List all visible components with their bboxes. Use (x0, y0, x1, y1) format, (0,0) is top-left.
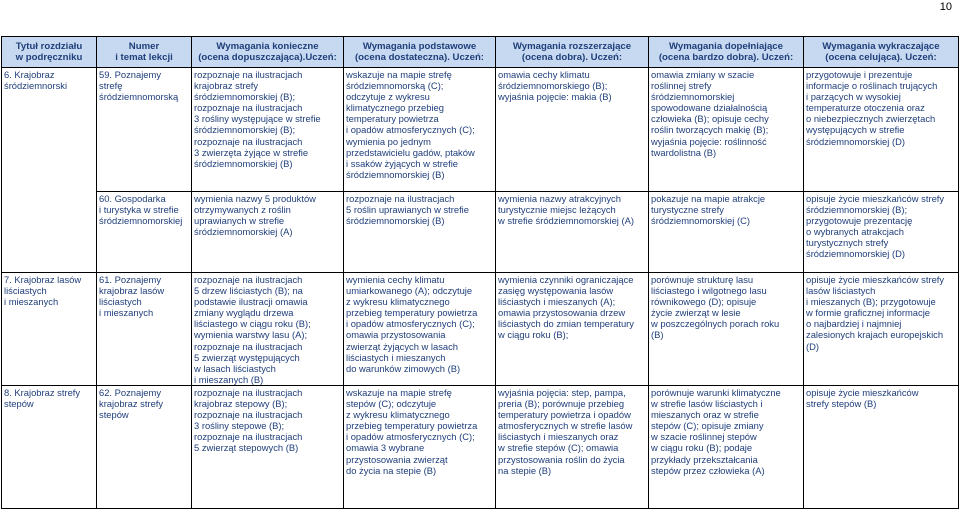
requirement-cell: wymienia czynniki ograniczające zasięg występowania lasów liściastych i mieszanych (A); omawia przystosowania drzew liściastych do zmian temperatury w ciągu roku (B); (496, 273, 649, 386)
lesson-cell: 59. Poznajemy strefę śródziemnomorską (97, 68, 192, 192)
requirement-cell: opisuje życie mieszkańców strefy śródziemnomorskiej (B); przygotowuje prezentację o wybranych atrakcjach turystycznych strefy śródziemnomorskiej (D) (804, 192, 959, 273)
chapter-cell (2, 192, 97, 273)
header-exceeding: Wymagania wykraczające (ocena celująca). Uczeń: (804, 37, 959, 68)
requirements-table (1, 36, 959, 509)
requirement-cell: przygotowuje i prezentuje informacje o roślinach trujących i parzących w wysokiej temperaturze otoczenia oraz o niebezpiecznych zwierzętach występujących w strefie śródziemnomorskiej (D) (804, 68, 959, 192)
lesson-cell: 62. Poznajemy krajobraz strefy stepów (97, 386, 192, 509)
requirement-cell: opisuje życie mieszkańców strefy stepów (B) (804, 386, 959, 509)
requirement-cell: opisuje życie mieszkańców strefy lasów liściastych i mieszanych (B); przygotowuje w formie graficznej informacje o najbardziej i najmniej zalesionych krajach europejskich (D) (804, 273, 959, 386)
table-row (2, 68, 959, 192)
header-row (2, 37, 959, 68)
chapter-cell: 8. Krajobraz strefy stepów (2, 386, 97, 509)
table-row (2, 386, 959, 509)
requirement-cell: porównuje warunki klimatyczne w strefie lasów liściastych i mieszanych oraz w strefie stepów (C); opisuje zmiany w szacie roślinnej stepów w ciągu roku (B); podaje przykłady przekształcania stepów przez człowieka (A) (649, 386, 804, 509)
requirement-cell: omawia cechy klimatu śródziemnomorskiego (B); wyjaśnia pojęcie: makia (B) (496, 68, 649, 192)
requirement-cell: wyjaśnia pojęcia: step, pampa, preria (B); porównuje przebieg temperatury powietrza i opadów atmosferycznych w strefie lasów liściastych i mieszanych oraz w strefie stepów (C); omawia przystosowania roślin do życia na stepie (B) (496, 386, 649, 509)
chapter-cell: 6. Krajobraz śródziemnorski (2, 68, 97, 192)
chapter-cell: 7. Krajobraz lasów liściastych i mieszanych (2, 273, 97, 386)
requirement-cell: wskazuje na mapie strefę stepów (C); odczytuje z wykresu klimatycznego przebieg temperatury powietrza i opadów atmosferycznych (C); omawia 3 wybrane przystosowania zwierząt do życia na stepie (B) (344, 386, 496, 509)
requirement-cell: wymienia nazwy atrakcyjnych turystycznie miejsc leżących w strefie śródziemnomorskiej (A) (496, 192, 649, 273)
requirement-cell: pokazuje na mapie atrakcje turystyczne strefy śródziemnomorskiej (C) (649, 192, 804, 273)
requirement-cell: wskazuje na mapie strefę śródziemnomorską (C); odczytuje z wykresu klimatycznego przebieg temperatury powietrza i opadów atmosferycznych (C); wymienia po jednym przedstawicielu gadów, ptaków i ssaków żyjących w strefie śródziemnomorskiej (B) (344, 68, 496, 192)
requirement-cell: wymienia cechy klimatu umiarkowanego (A); odczytuje z wykresu klimatycznego przebieg temperatury powietrza i opadów atmosferycznych (C); omawia przystosowania zwierząt żyjących w lasach liściastych i mieszanych do warunków zimowych (B) (344, 273, 496, 386)
table-row (2, 273, 959, 386)
header-required: Wymagania konieczne (ocena dopuszczająca).Uczeń: (192, 37, 344, 68)
header-basic: Wymagania podstawowe (ocena dostateczna). Uczeń: (344, 37, 496, 68)
requirement-cell: rozpoznaje na ilustracjach krajobraz strefy śródziemnomorskiej (B); rozpoznaje na ilustracjach 3 rośliny występujące w strefie śródziemnomorskiej (B); rozpoznaje na ilustracjach 3 zwierzęta żyjące w strefie śródziemnomorskiej (B) (192, 68, 344, 192)
table-row (2, 192, 959, 273)
lesson-cell: 61. Poznajemy krajobraz lasów liściastych i mieszanych (97, 273, 192, 386)
requirement-cell: rozpoznaje na ilustracjach 5 roślin uprawianych w strefie śródziemnomorskiej (B) (344, 192, 496, 273)
header-extended: Wymagania rozszerzające (ocena dobra). Uczeń: (496, 37, 649, 68)
header-supplementary: Wymagania dopełniające (ocena bardzo dobra). Uczeń: (649, 37, 804, 68)
requirement-cell: rozpoznaje na ilustracjach 5 drzew liściastych (B); na podstawie ilustracji omawia zmiany wyglądu drzewa liściastego w ciągu roku (B); wymienia warstwy lasu (A); rozpoznaje na ilustracjach 5 zwierząt występujących w lasach liściastych i mieszanych (B) (192, 273, 344, 386)
header-chapter-title: Tytuł rozdziału w podręczniku (2, 37, 97, 68)
requirement-cell: porównuje strukturę lasu liściastego i wilgotnego lasu równikowego (D); opisuje życie zwierząt w lesie w poszczególnych porach roku (B) (649, 273, 804, 386)
lesson-cell: 60. Gospodarka i turystyka w strefie śródziemnomorskiej (97, 192, 192, 273)
requirement-cell: rozpoznaje na ilustracjach krajobraz stepowy (B); rozpoznaje na ilustracjach 3 rośliny stepowe (B); rozpoznaje na ilustracjach 5 zwierząt stepowych (B) (192, 386, 344, 509)
header-lesson-number: Numer i temat lekcji (97, 37, 192, 68)
page-number: 10 (939, 1, 952, 13)
requirement-cell: wymienia nazwy 5 produktów otrzymywanych z roślin uprawianych w strefie śródziemnomorskiej (A) (192, 192, 344, 273)
requirement-cell: omawia zmiany w szacie roślinnej strefy śródziemnomorskiej spowodowane działalnością człowieka (B); opisuje cechy roślin tworzących makię (B); wyjaśnia pojęcie: roślinność twardolistna (B) (649, 68, 804, 192)
